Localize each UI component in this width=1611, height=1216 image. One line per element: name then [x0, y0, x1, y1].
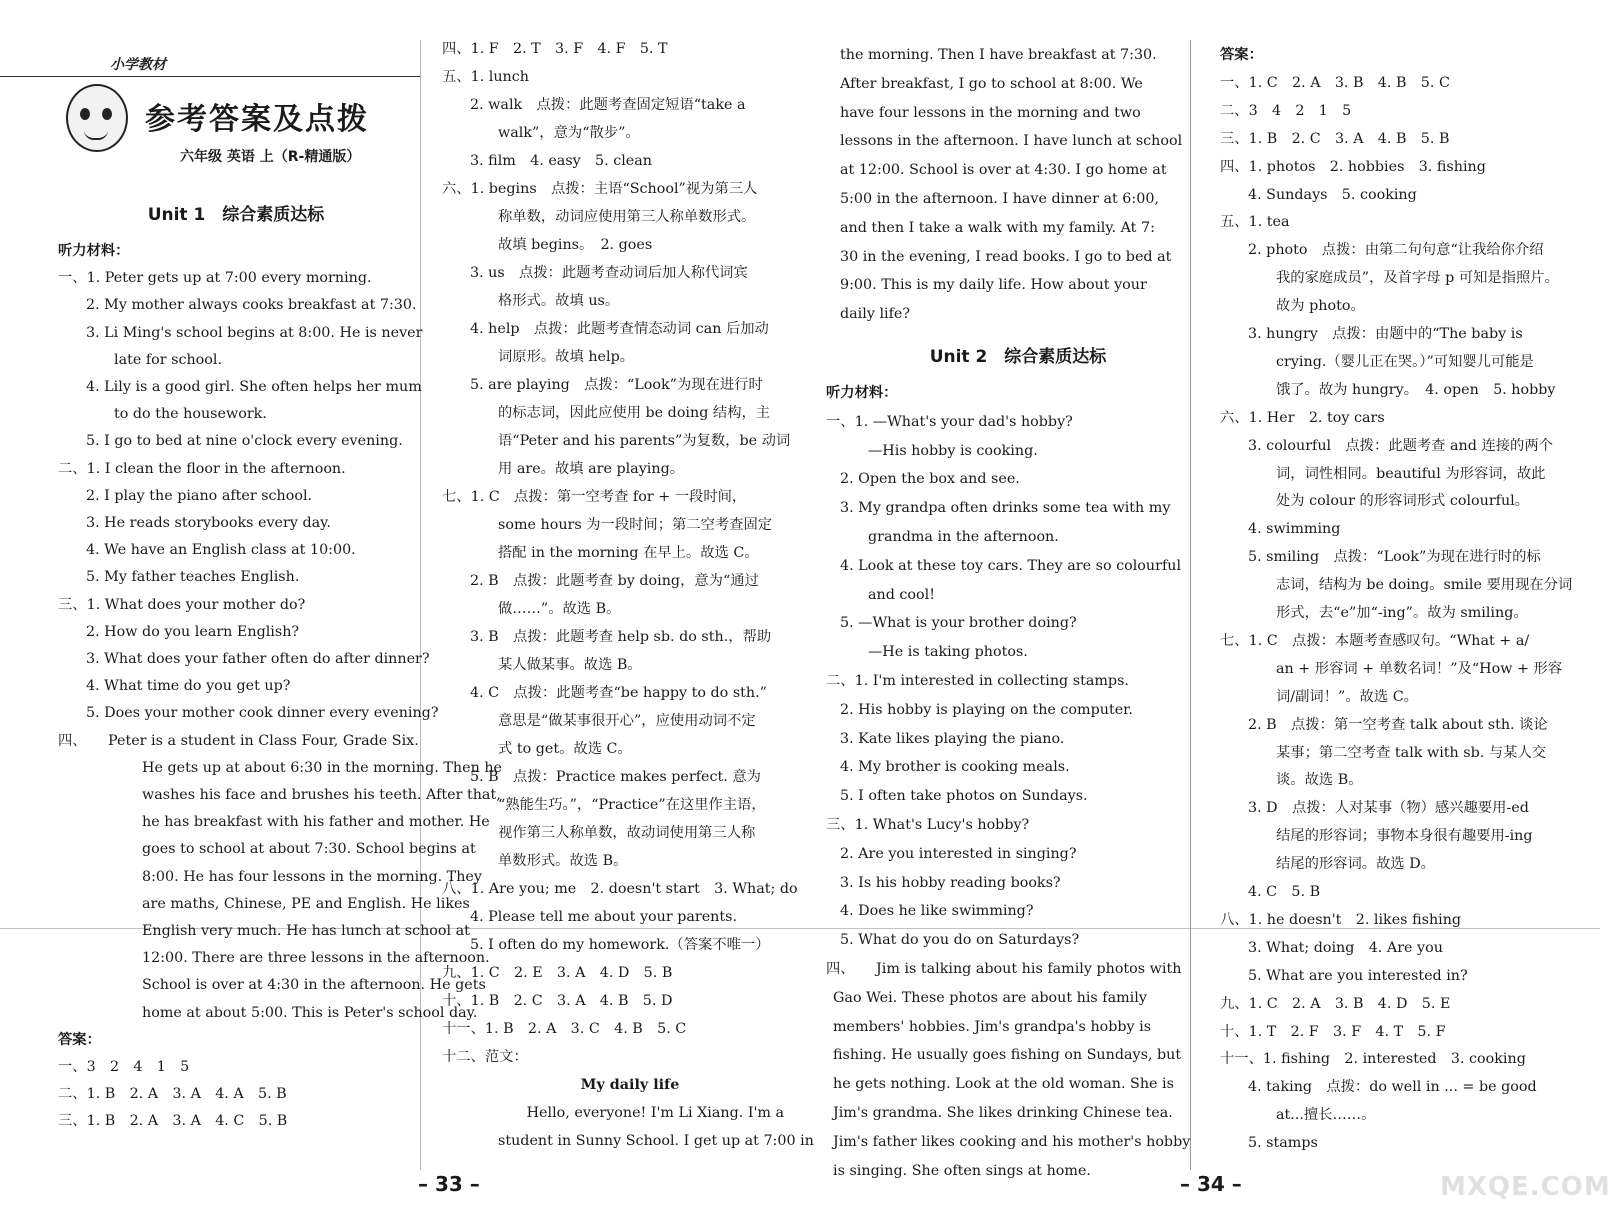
text-line: 5. I go to bed at nine o'clock every evening.	[86, 433, 403, 450]
text-line: 志词，结构为 be doing。smile 要用现在分词	[1276, 577, 1573, 594]
text-line: 5. smiling 点拨：“Look”为现在进行时的标	[1248, 549, 1541, 566]
text-line: 2. B 点拨：第一空考查 talk about sth. 谈论	[1248, 716, 1548, 733]
text-line: 3. He reads storybooks every day.	[86, 515, 331, 531]
text-line: 4. Sundays 5. cooking	[1248, 186, 1417, 203]
text-line: home at about 5:00. This is Peter's school day.	[142, 1004, 478, 1021]
text-line: 二、1. I'm interested in collecting stamps.	[826, 673, 1129, 689]
text-line: 七、1. C 点拨：第一空考查 for + 一段时间，	[442, 489, 747, 505]
text-line: 式 to get。故选 C。	[498, 741, 632, 757]
text-line: 2. walk 点拨：此题考查固定短语“take a	[470, 97, 746, 113]
text-line: 2. His hobby is playing on the computer.	[840, 701, 1133, 718]
text-line: School is over at 4:30 in the afternoon. He gets	[142, 977, 486, 994]
text-line: 4. What time do you get up?	[86, 678, 291, 695]
text-line: 某事；第二空考查 talk with sb. 与某人交	[1276, 744, 1547, 761]
text-line: 词/副词！”。故选 C。	[1276, 688, 1418, 705]
text-line: and then I take a walk with my family. At 7:	[840, 219, 1155, 236]
text-line: goes to school at about 7:30. School begins at	[142, 841, 476, 858]
text-line: 3. Li Ming's school begins at 8:00. He is never	[86, 324, 423, 341]
text-line: fishing. He usually goes fishing on Sundays, but	[833, 1047, 1182, 1064]
text-line: the morning. Then I have breakfast at 7:30.	[840, 47, 1157, 63]
section-heading: Unit 2 综合素质达标	[929, 347, 1107, 367]
text-line: 七、1. C 点拨：本题考查感叹句。“What + a/	[1220, 632, 1530, 649]
text-line: 2. Are you interested in singing?	[840, 845, 1077, 862]
text-line: 答案：	[58, 1031, 101, 1048]
text-line: 用 are。故填 are playing。	[498, 461, 685, 477]
text-line: 形式，去“e”加“-ing”。故为 smiling。	[1276, 605, 1528, 621]
text-line: 三、1. B 2. C 3. A 4. B 5. B	[1220, 130, 1450, 147]
text-line: crying.（婴儿正在哭。）”可知婴儿可能是	[1276, 353, 1534, 370]
text-line: 四、1. photos 2. hobbies 3. fishing	[1220, 158, 1486, 175]
text-line: 一、3 2 4 1 5	[58, 1059, 190, 1075]
text-line: 饿了。故为 hungry。 4. open 5. hobby	[1276, 381, 1556, 398]
text-line: 九、1. C 2. E 3. A 4. D 5. B	[442, 965, 673, 981]
text-line: 一、1. Peter gets up at 7:00 every morning.	[58, 270, 372, 287]
text-line: English very much. He has lunch at school at	[142, 923, 470, 939]
text-line: Jim's grandma. She likes drinking Chinese tea.	[833, 1105, 1173, 1121]
text-line: 做……”。故选 B。	[498, 601, 621, 617]
text-line: 2. I play the piano after school.	[86, 487, 313, 504]
text-line: 2. photo 点拨：由第二句句意“让我给你介绍	[1248, 242, 1544, 259]
text-line: 十、1. B 2. C 3. A 4. B 5. D	[442, 993, 673, 1009]
text-line: 一、1. C 2. A 3. B 4. B 5. C	[1220, 74, 1450, 91]
text-line: 视作第三人称单数，故动词使用第三人称	[498, 825, 756, 841]
text-line: 称单数，动词应使用第三人称单数形式。	[498, 209, 756, 225]
text-line: 八、1. he doesn't 2. likes fishing	[1220, 911, 1462, 928]
text-line: lessons in the afternoon. I have lunch at school	[840, 133, 1183, 150]
text-line: 五、1. tea	[1220, 214, 1290, 231]
text-line: 4. Look at these toy cars. They are so colourful	[840, 557, 1182, 574]
text-line: 二、3 4 2 1 5	[1220, 102, 1352, 119]
section-heading: Unit 1 综合素质达标	[147, 205, 325, 225]
text-line: 语“Peter and his parents”为复数，be 动词	[498, 433, 791, 449]
text-line: My daily life	[580, 1077, 680, 1093]
text-line: He gets up at about 6:30 in the morning. Then he	[142, 759, 502, 776]
text-line: grandma in the afternoon.	[868, 529, 1059, 545]
text-line: 故填 begins。 2. goes	[498, 237, 653, 253]
page-number-right: – 34 –	[1180, 1172, 1242, 1196]
text-line: 30 in the evening, I read books. I go to bed at	[840, 248, 1172, 265]
text-line: 听力材料：	[826, 385, 898, 401]
text-line: 词原形。故填 help。	[498, 349, 635, 365]
text-line: 5. are playing 点拨：“Look”为现在进行时	[470, 377, 763, 393]
text-line: 四、 Jim is talking about his family photos with	[826, 961, 1182, 977]
text-line: 4. My brother is cooking meals.	[840, 759, 1070, 776]
text-line: 词，词性相同。beautiful 为形容词，故此	[1276, 465, 1546, 482]
text-line: 5. What are you interested in?	[1248, 967, 1468, 984]
text-line: 十一、1. B 2. A 3. C 4. B 5. C	[442, 1021, 687, 1037]
text-line: 三、1. What's Lucy's hobby?	[826, 817, 1030, 833]
text-line: 六、1. begins 点拨：主语“School”视为第三人	[442, 181, 758, 197]
text-line: —His hobby is cooking.	[868, 442, 1038, 459]
text-line: 九、1. C 2. A 3. B 4. D 5. E	[1220, 995, 1451, 1012]
text-line: 听力材料：	[58, 243, 130, 259]
text-line: 5:00 in the afternoon. I have dinner at 6:00,	[840, 191, 1159, 207]
text-line: 4. C 点拨：此题考查“be happy to do sth.”	[470, 685, 767, 701]
text-line: 8:00. He has four lessons in the morning. They	[142, 868, 482, 885]
text-line: have four lessons in the morning and two	[840, 104, 1141, 121]
text-line: 4. Does he like swimming?	[840, 903, 1034, 920]
text-line: 3. What; doing 4. Are you	[1248, 939, 1443, 956]
text-line: 二、1. I clean the floor in the afternoon.	[58, 460, 346, 477]
text-line: 4. taking 点拨：do well in ... = be good	[1248, 1079, 1537, 1096]
text-line: 12:00. There are three lessons in the afternoon.	[142, 950, 490, 967]
text-line: 3. D 点拨：人对某事（物）感兴趣要用-ed	[1248, 800, 1529, 817]
text-line: to do the housework.	[114, 406, 267, 423]
text-line: 2. How do you learn English?	[86, 623, 300, 640]
text-line: After breakfast, I go to school at 8:00. We	[840, 75, 1143, 92]
text-line: —He is taking photos.	[868, 644, 1028, 661]
text-line: 3. film 4. easy 5. clean	[470, 153, 652, 169]
text-line: “熟能生巧。”，“Practice”在这里作主语，	[498, 797, 766, 813]
watermark: MXQE.COM	[1440, 1172, 1611, 1202]
text-line: 四、 Peter is a student in Class Four, Grade Six.	[58, 732, 419, 749]
text-line: 意思是“做某事很开心”，应使用动词不定	[498, 713, 756, 729]
text-line: 结尾的形容词；事物本身很有趣要用-ing	[1276, 828, 1533, 845]
text-line: 结尾的形容词。故选 D。	[1276, 856, 1435, 873]
text-line: 某人做某事。故选 B。	[498, 657, 642, 673]
text-line: 搭配 in the morning 在早上。故选 C。	[498, 545, 759, 561]
text-line: 5. I often take photos on Sundays.	[840, 788, 1088, 805]
text-line: washes his face and brushes his teeth. After that,	[142, 787, 501, 803]
text-line: Jim's father likes cooking and his mother's hobby	[833, 1133, 1191, 1150]
text-line: 4. We have an English class at 10:00.	[86, 542, 356, 559]
text-line: 四、1. F 2. T 3. F 4. F 5. T	[442, 41, 668, 57]
brand-logo: 小学教材	[110, 57, 166, 73]
text-line: 的标志词，因此应使用 be doing 结构，主	[498, 405, 771, 421]
text-line: 5. —What is your brother doing?	[840, 615, 1077, 632]
text-line: 谈。故选 B。	[1276, 772, 1363, 789]
text-line: he gets nothing. Look at the old woman. She is	[833, 1076, 1174, 1093]
text-line: 3. hungry 点拨：由题中的“The baby is	[1248, 326, 1523, 342]
text-line: 2. My mother always cooks breakfast at 7:30.	[86, 297, 417, 314]
text-line: 5. Does your mother cook dinner every evening?	[86, 705, 439, 722]
text-line: walk”，意为“散步”。	[498, 125, 640, 141]
text-line: at...擅长……。	[1276, 1107, 1376, 1124]
text-line: 5. stamps	[1248, 1135, 1318, 1152]
text-line: 格形式。故填 us。	[498, 293, 620, 309]
text-line: he has breakfast with his father and mother. He	[142, 814, 490, 831]
text-line: 5. I often do my homework.（答案不唯一）	[470, 937, 770, 953]
text-line: 3. B 点拨：此题考查 help sb. do sth.，帮助	[470, 629, 772, 645]
text-line: 3. Is his hobby reading books?	[840, 874, 1061, 891]
text-line: 六、1. Her 2. toy cars	[1220, 409, 1385, 426]
text-line: 3. Kate likes playing the piano.	[840, 730, 1065, 747]
gutter-line	[420, 40, 421, 1170]
text-line: 4. Lily is a good girl. She often helps her mum	[86, 379, 422, 395]
text-line: 9:00. This is my daily life. How about your	[840, 277, 1147, 294]
text-line: Gao Wei. These photos are about his family	[833, 989, 1147, 1006]
text-line: 三、1. What does your mother do?	[58, 596, 306, 613]
text-line: 处为 colour 的形容词形式 colourful。	[1276, 493, 1530, 510]
text-line: 4. help 点拨：此题考查情态动词 can 后加动	[470, 321, 769, 337]
text-line: some hours 为一段时间；第二空考查固定	[498, 517, 773, 533]
text-line: at 12:00. School is over at 4:30. I go home at	[840, 162, 1167, 179]
text-line: 3. colourful 点拨：此题考查 and 连接的两个	[1248, 437, 1553, 454]
header-banner	[60, 48, 405, 166]
text-line: 五、1. lunch	[442, 69, 529, 85]
text-line: 3. My grandpa often drinks some tea with my	[840, 500, 1171, 517]
text-line: members' hobbies. Jim's grandpa's hobby is	[833, 1018, 1152, 1035]
text-line: 5. B 点拨：Practice makes perfect. 意为	[470, 769, 761, 785]
text-line: 我的家庭成员”，及首字母 p 可知是指照片。	[1276, 270, 1559, 287]
text-line: 单数形式。故选 B。	[498, 853, 628, 869]
text-line: late for school.	[114, 351, 223, 368]
text-line: 答案：	[1220, 47, 1263, 63]
text-line: 十二、范文：	[442, 1049, 528, 1065]
text-line: 2. B 点拨：此题考查 by doing，意为“通过	[470, 573, 759, 589]
text-line: 3. us 点拨：此题考查动词后加人称代词宾	[470, 265, 748, 281]
text-line: are maths, Chinese, PE and English. He likes	[142, 895, 470, 912]
text-line: 5. What do you do on Saturdays?	[840, 932, 1080, 949]
text-line: 5. My father teaches English.	[86, 569, 300, 586]
text-line: 2. Open the box and see.	[840, 471, 1020, 488]
text-line: Hello, everyone! I'm Li Xiang. I'm a	[498, 1105, 785, 1121]
text-line: and cool!	[868, 586, 935, 603]
text-line: 3. What does your father often do after dinner?	[86, 651, 430, 667]
text-line: student in Sunny School. I get up at 7:00 in	[498, 1133, 814, 1149]
text-line: 八、1. Are you; me 2. doesn't start 3. What; do	[442, 881, 798, 897]
page-title: 参考答案及点拨	[145, 102, 369, 137]
text-line: is singing. She often sings at home.	[833, 1162, 1091, 1179]
text-line: 十一、1. fishing 2. interested 3. cooking	[1220, 1051, 1526, 1068]
text-line: 4. C 5. B	[1248, 884, 1321, 900]
text-line: 二、1. B 2. A 3. A 4. A 5. B	[58, 1086, 287, 1103]
text-line: 4. swimming	[1248, 521, 1341, 538]
page-number-left: – 33 –	[418, 1172, 480, 1196]
mascot-icon	[66, 84, 128, 152]
text-line: an + 形容词 + 单数名词！”及“How + 形容	[1276, 660, 1563, 677]
text-line: 一、1. —What's your dad's hobby?	[826, 413, 1073, 430]
text-line: daily life?	[840, 306, 911, 323]
text-line: 三、1. B 2. A 3. A 4. C 5. B	[58, 1113, 288, 1130]
text-line: 4. Please tell me about your parents.	[470, 909, 738, 925]
page-subtitle: 六年级 英语 上（R-精通版）	[180, 149, 361, 165]
text-line: 故为 photo。	[1276, 298, 1365, 315]
text-line: 十、1. T 2. F 3. F 4. T 5. F	[1220, 1023, 1446, 1040]
